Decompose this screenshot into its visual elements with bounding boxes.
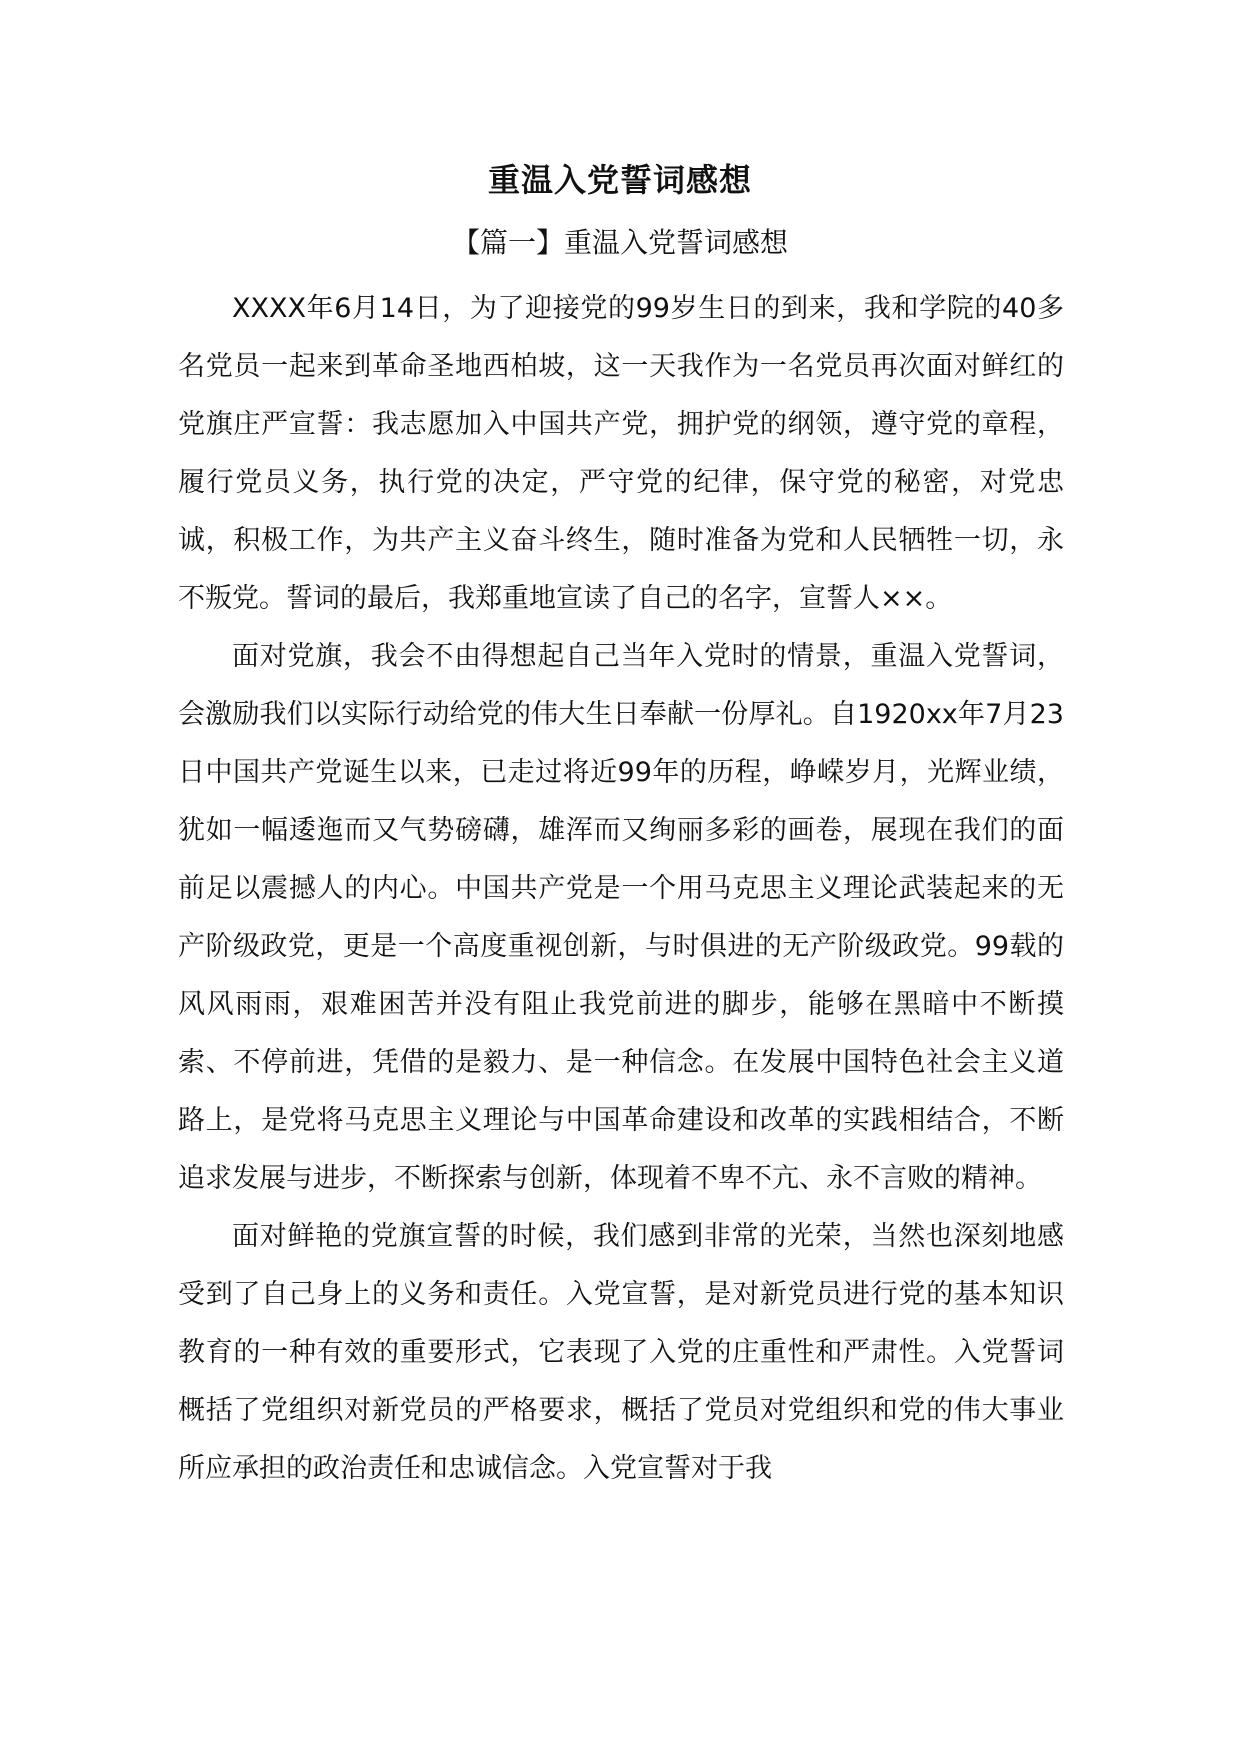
paragraph-2: 面对党旗，我会不由得想起自己当年入党时的情景，重温入党誓词，会激励我们以实际行动给党的伟大生日奉献一份厚礼。自1920xx年7月23日中国共产党诞生以来，已走过将近99年的历程，峥嵘岁月，光辉业绩，犹如一幅逶迤而又气势磅礴，雄浑而又绚丽多彩的画卷，展现在我们的面前足以震撼人的内心。中国共产党是一个用马克思主义理论武装起来的无产阶级政党，更是一个高度重视创新，与时俱进的无产阶级政党。99载的风风雨雨，艰难困苦并没有阻止我党前进的脚步，能够在黑暗中不断摸索、不停前进，凭借的是毅力、是一种信念。在发展中国特色社会主义道路上，是党将马克思主义理论与中国革命建设和改革的实践相结合，不断追求发展与进步，不断探索与创新，体现着不卑不亢、永不言败的精神。 (178, 641, 1064, 1194)
document-body (178, 280, 1064, 1498)
paragraph-3: 面对鲜艳的党旗宣誓的时候，我们感到非常的光荣，当然也深刻地感受到了自己身上的义务和责任。入党宣誓，是对新党员进行党的基本知识教育的一种有效的重要形式，它表现了入党的庄重性和严肃性。入党誓词概括了党组织对新党员的严格要求，概括了党员对党组织和党的伟大事业所应承担的政治责任和忠诚信念。入党宣誓对于我 (178, 1221, 1064, 1484)
paragraph-1: XXXX年6月14日，为了迎接党的99岁生日的到来，我和学院的40多名党员一起来到革命圣地西柏坡，这一天我作为一名党员再次面对鲜红的党旗庄严宣誓：我志愿加入中国共产党，拥护党的纲领，遵守党的章程，履行党员义务，执行党的决定，严守党的纪律，保守党的秘密，对党忠诚，积极工作，为共产主义奋斗终生，随时准备为党和人民牺牲一切，永不叛党。誓词的最后，我郑重地宣读了自己的名字，宣誓人××。 (178, 293, 1064, 614)
document-title: 重温入党誓词感想 (487, 161, 752, 199)
document-subtitle: 【篇一】重温入党誓词感想 (451, 226, 788, 259)
